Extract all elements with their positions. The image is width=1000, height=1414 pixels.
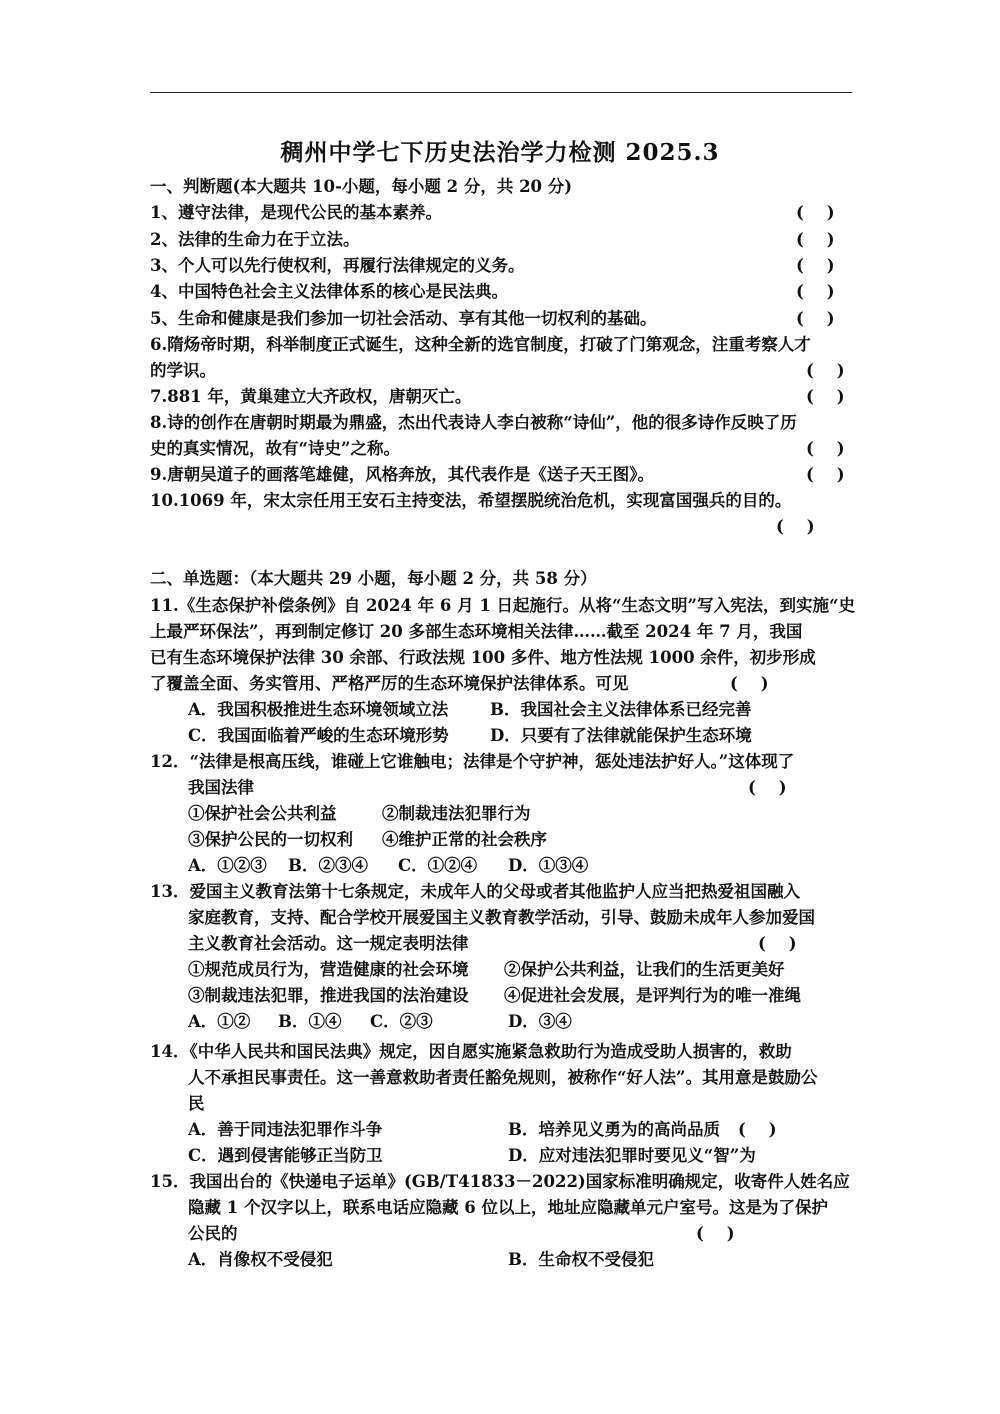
question-13-line: 主义教育社会活动。这一规定表明法律: [188, 934, 469, 953]
question-14-line: 14．《中华人民共和国民法典》规定，因自愿实施紧急救助行为造成受助人损害的，救助: [150, 1042, 792, 1061]
option-c[interactable]: C．我国面临着严峻的生态环境形势: [188, 726, 449, 745]
option-b[interactable]: B．我国社会主义法律体系已经完善: [490, 700, 752, 719]
question-15-line: 15．我国出台的《快递电子运单》(GB/T41833－2022)国家标准明确规定，收寄件人姓名应: [150, 1172, 850, 1191]
section1-heading: 一、判断题(本大题共 10-小题，每小题 2 分，共 20 分): [150, 177, 573, 196]
page-title: 稠州中学七下历史法治学力检测 2025.3: [280, 139, 720, 166]
answer-bracket[interactable]: ( ): [796, 282, 835, 301]
option-d[interactable]: D．只要有了法律就能保护生态环境: [490, 726, 752, 745]
question-11-line: 已有生态环境保护法律 30 余部、行政法规 100 多件、地方性法规 1000 余件，初步形成: [150, 648, 816, 667]
question-15-line: 公民的: [188, 1224, 238, 1243]
answer-bracket[interactable]: ( ): [806, 387, 845, 406]
question-13-line: 13．爱国主义教育法第十七条规定，未成年人的父母或者其他监护人应当把热爱祖国融入: [150, 882, 800, 901]
statement-2: ②保护公共利益，让我们的生活更美好: [504, 960, 785, 979]
answer-bracket[interactable]: ( ): [758, 934, 797, 953]
answer-bracket[interactable]: ( ): [776, 517, 815, 536]
statement-2: ②制裁违法犯罪行为: [382, 804, 531, 823]
option-b[interactable]: B．生命权不受侵犯: [508, 1250, 654, 1269]
option-c[interactable]: C．②③: [370, 1012, 433, 1031]
judge-item-8-cont: 史的真实情况，故有“诗史”之称。: [150, 439, 400, 458]
judge-item-1: 1、遵守法律，是现代公民的基本素养。: [150, 203, 442, 222]
judge-item-6-cont: 的学识。: [150, 361, 216, 380]
statement-3: ③制裁违法犯罪，推进我国的法治建设: [188, 986, 469, 1005]
option-b[interactable]: B．①④: [278, 1012, 342, 1031]
judge-item-5: 5、生命和健康是我们参加一切社会活动、享有其他一切权利的基础。: [150, 309, 657, 328]
judge-item-6: 6.隋炀帝时期，科举制度正式诞生，这种全新的选官制度，打破了门第观念，注重考察人才: [150, 335, 811, 354]
judge-item-10: 10.1069 年，宋太宗任用王安石主持变法，希望摆脱统治危机，实现富国强兵的目的。: [150, 491, 792, 510]
answer-bracket[interactable]: ( ): [806, 465, 845, 484]
answer-bracket[interactable]: ( ): [806, 439, 845, 458]
judge-item-2: 2、法律的生命力在于立法。: [150, 230, 360, 249]
answer-bracket[interactable]: ( ): [730, 674, 769, 693]
question-14-line: 民: [188, 1094, 205, 1113]
option-c[interactable]: C．遇到侵害能够正当防卫: [188, 1146, 383, 1165]
question-12-line: 我国法律: [188, 778, 254, 797]
judge-item-3: 3、个人可以先行使权利，再履行法律规定的义务。: [150, 256, 525, 275]
judge-item-4: 4、中国特色社会主义法律体系的核心是民法典。: [150, 282, 508, 301]
answer-bracket[interactable]: ( ): [748, 778, 787, 797]
statement-1: ①保护社会公共利益: [188, 804, 337, 823]
option-c[interactable]: C．①②④: [398, 856, 478, 875]
section2-heading: 二、单选题：（本大题共 29 小题，每小题 2 分，共 58 分）: [150, 569, 597, 588]
top-rule: [150, 92, 852, 93]
question-13-line: 家庭教育，支持、配合学校开展爱国主义教育教学活动，引导、鼓励未成年人参加爱国: [188, 908, 815, 927]
option-b[interactable]: B．培养见义勇为的高尚品质: [508, 1120, 720, 1139]
option-a[interactable]: A．我国积极推进生态环境领域立法: [188, 700, 449, 719]
answer-bracket[interactable]: ( ): [796, 309, 835, 328]
statement-3: ③保护公民的一切权利: [188, 830, 353, 849]
question-12-line: 12．“法律是根高压线，谁碰上它谁触电；法律是个守护神，惩处违法护好人。”这体现了: [150, 752, 795, 771]
answer-bracket[interactable]: ( ): [796, 203, 835, 222]
option-b[interactable]: B．②③④: [288, 856, 368, 875]
answer-bracket[interactable]: ( ): [696, 1224, 735, 1243]
statement-4: ④维护正常的社会秩序: [382, 830, 547, 849]
option-d[interactable]: D．①③④: [508, 856, 589, 875]
judge-item-8: 8.诗的创作在唐朝时期最为鼎盛，杰出代表诗人李白被称“诗仙”，他的很多诗作反映了历: [150, 413, 797, 432]
option-a[interactable]: A．①②③: [188, 856, 267, 875]
option-a[interactable]: A．①②: [188, 1012, 251, 1031]
judge-item-9: 9.唐朝吴道子的画落笔雄健，风格奔放，其代表作是《送子天王图》。: [150, 465, 654, 484]
answer-bracket[interactable]: ( ): [806, 361, 845, 380]
answer-bracket[interactable]: ( ): [738, 1120, 777, 1139]
statement-1: ①规范成员行为，营造健康的社会环境: [188, 960, 469, 979]
answer-bracket[interactable]: ( ): [796, 256, 835, 275]
answer-bracket[interactable]: ( ): [796, 230, 835, 249]
option-d[interactable]: D．应对违法犯罪时要见义“智”为: [508, 1146, 756, 1165]
question-15-line: 隐藏 1 个汉字以上，联系电话应隐藏 6 位以上，地址应隐藏单元户室号。这是为了保护: [188, 1198, 828, 1217]
question-14-line: 人不承担民事责任。这一善意救助者责任豁免规则，被称作“好人法”。其用意是鼓励公: [188, 1068, 818, 1087]
question-11-line: 了覆盖全面、务实管用、严格严厉的生态环境保护法律体系。可见: [150, 674, 629, 693]
option-a[interactable]: A．肖像权不受侵犯: [188, 1250, 333, 1269]
option-a[interactable]: A．善于同违法犯罪作斗争: [188, 1120, 383, 1139]
question-11-line: 上最严环保法”，再到制定修订 20 多部生态环境相关法律……截至 2024 年 7 月，我国: [150, 622, 803, 641]
option-d[interactable]: D．③④: [508, 1012, 572, 1031]
statement-4: ④促进社会发展，是评判行为的唯一准绳: [504, 986, 801, 1005]
question-11-line: 11.《生态保护补偿条例》自 2024 年 6 月 1 日起施行。从将“生态文明”写入宪法，到实施“史: [150, 596, 856, 615]
judge-item-7: 7.881 年，黄巢建立大齐政权，唐朝灭亡。: [150, 387, 472, 406]
